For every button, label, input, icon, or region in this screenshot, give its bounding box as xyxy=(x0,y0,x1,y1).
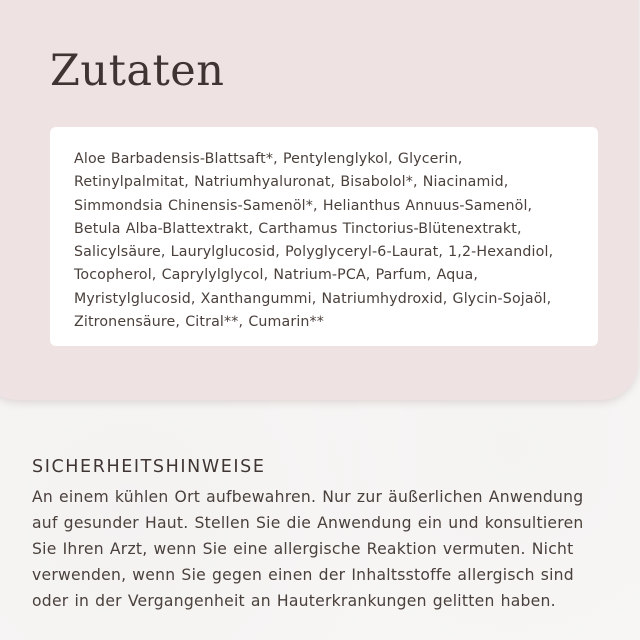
safety-text: An einem kühlen Ort aufbewahren. Nur zur äußerlichen Anwendung auf gesunder Haut. Stellen Sie die Anwendung ein und konsultieren Sie Ihren Arzt, wenn Sie eine allergische Reaktion vermuten. Nicht verwenden, wenn Sie gegen einen der Inhaltsstoffe allergisch sind oder in der Vergangenheit an Hauterkrankungen gelitten haben. xyxy=(32,488,584,610)
ingredients-box xyxy=(50,127,598,346)
safety-heading: SICHERHEITSHINWEISE xyxy=(32,457,266,477)
ingredients-title: Zutaten xyxy=(50,46,225,96)
ingredients-list: Aloe Barbadensis-Blattsaft*, Pentylenglykol, Glycerin, Retinylpalmitat, Natriumhyaluronat, Bisabolol*, Niacinamid, Simmondsia Chinensis-Samenöl*, Helianthus Annuus-Samenöl, Betula Alba-Blattextrakt, Carthamus Tinctorius-Blütenextrakt, Salicylsäure, Laurylglucosid, Polyglyceryl-6-Laurat, 1,2-Hexandiol, Tocopherol, Caprylylglycol, Natrium-PCA, Parfum, Aqua, Myristylglucosid, Xanthangummi, Natriumhydroxid, Glycin-Sojaöl, Zitronensäure, Citral**, Cumarin** xyxy=(74,151,554,331)
